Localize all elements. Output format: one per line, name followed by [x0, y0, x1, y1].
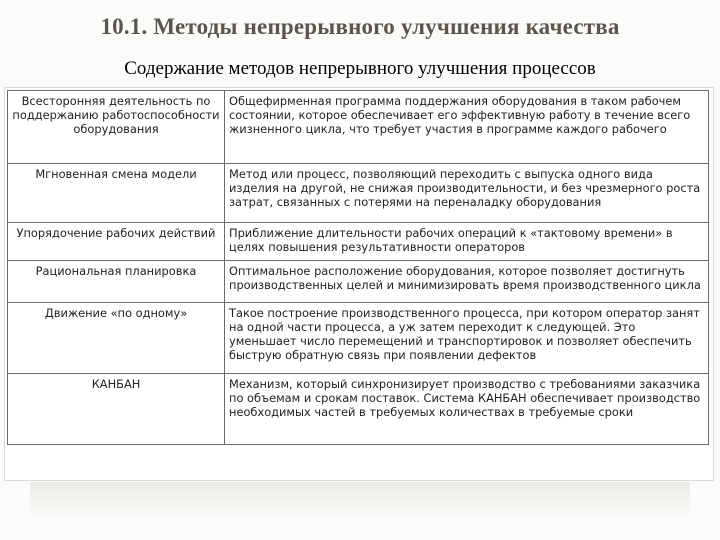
- method-description-cell: Общефирменная программа поддержания оборудования в таком рабочем состоянии, которое обеспечивает его эффективную работу в течение всего жизненного цикла, что требует участия в программе каждого рабочего: [225, 91, 709, 164]
- method-description-cell: Оптимальное расположение оборудования, которое позволяет достигнуть производственных целей и минимизировать время производственного цикла: [225, 261, 709, 303]
- method-name-cell: Рациональная планировка: [8, 261, 225, 303]
- method-name-cell: КАНБАН: [8, 374, 225, 445]
- method-name-cell: Движение «по одному»: [8, 303, 225, 374]
- table-row: [8, 303, 709, 374]
- method-description-cell: Такое построение производственного процесса, при котором оператор занят на одной части процесса, а уж затем переходит к следующей. Это уменьшает число перемещений и транспортировок и позволяет обеспечить быструю обратную связь при появлении дефектов: [225, 303, 709, 374]
- slide-subtitle: Содержание методов непрерывного улучшения процессов: [124, 58, 596, 79]
- method-description-cell: Приближение длительности рабочих операций к «тактовому времени» в целях повышения результативности операторов: [225, 223, 709, 261]
- methods-table-image: [5, 88, 713, 480]
- method-name-cell: Всесторонняя деятельность по поддержанию работоспособности оборудования: [8, 91, 225, 164]
- method-name-cell: Упорядочение рабочих действий: [8, 223, 225, 261]
- table-row: [8, 374, 709, 445]
- methods-table: [7, 90, 709, 445]
- table-row: [8, 164, 709, 223]
- table-row: [8, 91, 709, 164]
- table-row: [8, 223, 709, 261]
- method-description-cell: Метод или процесс, позволяющий переходить с выпуска одного вида изделия на другой, не снижая производительности, и без чрезмерного роста затрат, связанных с потерями на переналадку оборудования: [225, 164, 709, 223]
- slide-title: 10.1. Методы непрерывного улучшения качества: [100, 14, 620, 39]
- table-row: [8, 261, 709, 303]
- method-description-cell: Механизм, который синхронизирует производство с требованиями заказчика по объемам и срокам поставок. Система КАНБАН обеспечивает производство необходимых частей в требуемых количествах в требуемые сроки: [225, 374, 709, 445]
- table-shadow: [30, 482, 690, 518]
- method-name-cell: Мгновенная смена модели: [8, 164, 225, 223]
